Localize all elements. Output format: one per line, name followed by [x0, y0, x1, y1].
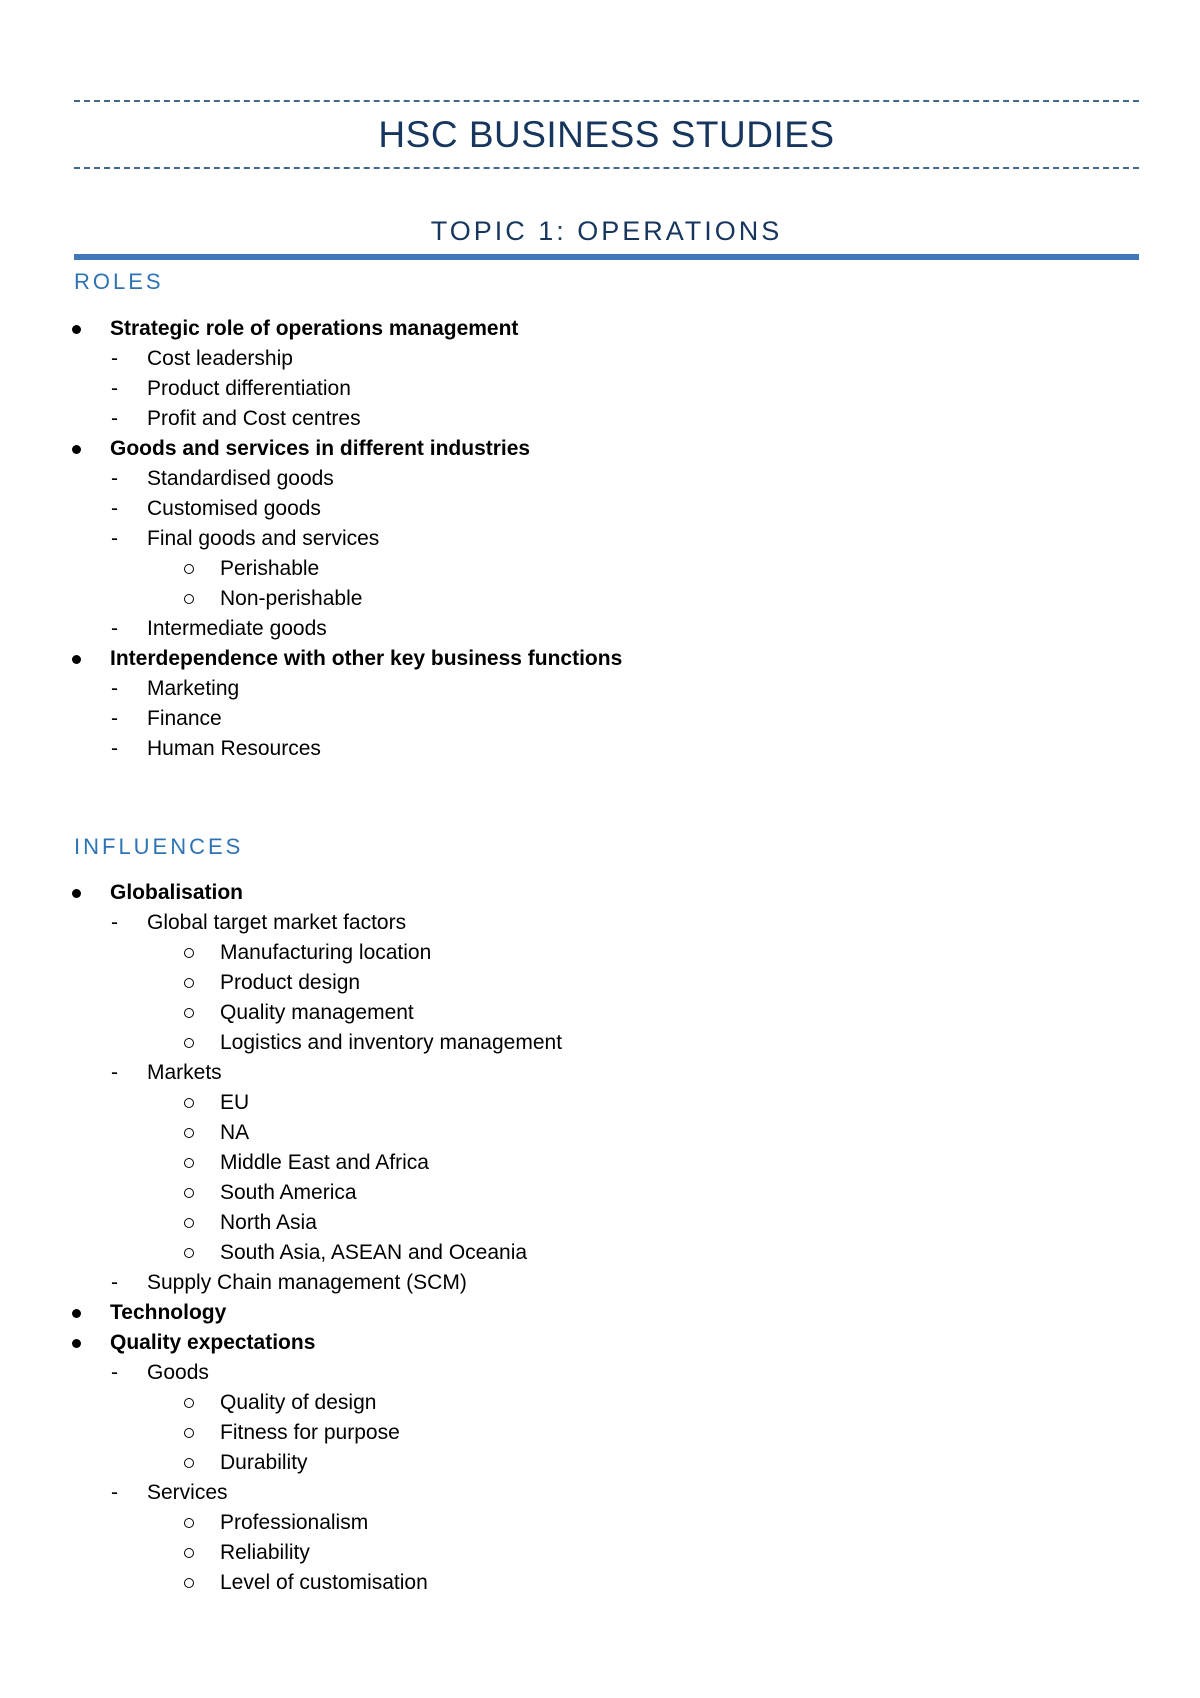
- list-item: [0, 644, 1200, 674]
- list-item-text: Customised goods: [147, 497, 321, 520]
- list-item-text: Marketing: [147, 677, 240, 700]
- list-item: [0, 614, 1200, 644]
- list-item: [0, 1238, 1200, 1268]
- list-item: [0, 968, 1200, 998]
- title-top-rule: [74, 100, 1139, 102]
- list-item-text: South Asia, ASEAN and Oceania: [220, 1241, 528, 1264]
- bullet-icon: [72, 325, 81, 334]
- list-item: [0, 1448, 1200, 1478]
- circle-bullet-icon: [184, 1398, 194, 1408]
- circle-bullet-icon: [184, 978, 194, 988]
- list-item-text: EU: [220, 1091, 250, 1114]
- circle-bullet-icon: [184, 1008, 194, 1018]
- list-item-text: Intermediate goods: [147, 617, 327, 640]
- list-item: [0, 584, 1200, 614]
- topic-heading: TOPIC 1: OPERATIONS: [430, 216, 783, 246]
- circle-bullet-icon: [184, 1218, 194, 1228]
- list-item-text: Manufacturing location: [220, 941, 432, 964]
- circle-bullet-icon: [184, 1248, 194, 1258]
- list-item-text: Globalisation: [110, 881, 244, 904]
- list-item-text: Quality of design: [220, 1391, 377, 1414]
- list-item-text: Perishable: [220, 557, 320, 580]
- list-item: [0, 1178, 1200, 1208]
- list-item: [0, 554, 1200, 584]
- circle-bullet-icon: [184, 1578, 194, 1588]
- list-item-text: Level of customisation: [220, 1571, 428, 1594]
- list-item-text: Logistics and inventory management: [220, 1031, 563, 1054]
- dash-icon: -: [111, 911, 118, 934]
- roles-heading: ROLES: [74, 269, 164, 294]
- list-item: [0, 674, 1200, 704]
- list-item: [0, 1088, 1200, 1118]
- influences-heading: INFLUENCES: [74, 834, 244, 859]
- list-item: [0, 1508, 1200, 1538]
- list-item-text: Supply Chain management (SCM): [147, 1271, 467, 1294]
- list-item: [0, 1478, 1200, 1508]
- list-item-text: Technology: [110, 1301, 227, 1324]
- title-bottom-rule: [74, 167, 1139, 169]
- list-item: [0, 344, 1200, 374]
- dash-icon: -: [111, 497, 118, 520]
- list-item-text: South America: [220, 1181, 357, 1204]
- dash-icon: -: [111, 707, 118, 730]
- dash-icon: -: [111, 1061, 118, 1084]
- list-item: [0, 704, 1200, 734]
- list-item-text: NA: [220, 1121, 250, 1144]
- list-item-text: Quality management: [220, 1001, 414, 1024]
- bullet-icon: [72, 655, 81, 664]
- list-item: [0, 878, 1200, 908]
- bullet-icon: [72, 889, 81, 898]
- dash-icon: -: [111, 1361, 118, 1384]
- list-item: [0, 1358, 1200, 1388]
- list-item-text: Professionalism: [220, 1511, 369, 1534]
- list-item: [0, 1148, 1200, 1178]
- bullet-icon: [72, 1339, 81, 1348]
- list-item-text: Finance: [147, 707, 222, 730]
- list-item-text: Reliability: [220, 1541, 310, 1564]
- dash-icon: -: [111, 527, 118, 550]
- circle-bullet-icon: [184, 1098, 194, 1108]
- circle-bullet-icon: [184, 1458, 194, 1468]
- list-item-text: Final goods and services: [147, 527, 380, 550]
- dash-icon: -: [111, 677, 118, 700]
- list-item: [0, 314, 1200, 344]
- list-item-text: Product design: [220, 971, 361, 994]
- list-item: [0, 494, 1200, 524]
- circle-bullet-icon: [184, 1428, 194, 1438]
- list-item: [0, 464, 1200, 494]
- list-item: [0, 434, 1200, 464]
- dash-icon: -: [111, 737, 118, 760]
- list-item: [0, 1208, 1200, 1238]
- dash-icon: -: [111, 407, 118, 430]
- list-item: [0, 1058, 1200, 1088]
- list-item-text: Markets: [147, 1061, 222, 1084]
- list-item: [0, 1418, 1200, 1448]
- list-item: [0, 1118, 1200, 1148]
- list-item: [0, 1568, 1200, 1598]
- circle-bullet-icon: [184, 1158, 194, 1168]
- list-item: [0, 1268, 1200, 1298]
- list-item: [0, 1388, 1200, 1418]
- list-item: [0, 1328, 1200, 1358]
- influences-list: [0, 878, 1200, 1598]
- dash-icon: -: [111, 1271, 118, 1294]
- list-item: [0, 1538, 1200, 1568]
- list-item-text: Services: [147, 1481, 228, 1504]
- list-item-text: Cost leadership: [147, 347, 293, 370]
- list-item: [0, 524, 1200, 554]
- circle-bullet-icon: [184, 1188, 194, 1198]
- list-item-text: Goods and services in different industries: [110, 437, 531, 460]
- list-item-text: North Asia: [220, 1211, 317, 1234]
- list-item-text: Product differentiation: [147, 377, 351, 400]
- list-item-text: Quality expectations: [110, 1331, 316, 1354]
- roles-list: [0, 314, 1200, 764]
- list-item: [0, 1028, 1200, 1058]
- list-item-text: Profit and Cost centres: [147, 407, 361, 430]
- list-item-text: Durability: [220, 1451, 308, 1474]
- circle-bullet-icon: [184, 1548, 194, 1558]
- document-title: HSC BUSINESS STUDIES: [378, 114, 835, 155]
- title-block: [74, 100, 1139, 169]
- dash-icon: -: [111, 467, 118, 490]
- list-item: [0, 734, 1200, 764]
- list-item: [0, 1298, 1200, 1328]
- list-item-text: Non-perishable: [220, 587, 363, 610]
- list-item-text: Middle East and Africa: [220, 1151, 429, 1174]
- list-item: [0, 404, 1200, 434]
- topic-rule: [74, 254, 1139, 260]
- circle-bullet-icon: [184, 594, 194, 604]
- list-item: [0, 998, 1200, 1028]
- list-item: [0, 374, 1200, 404]
- dash-icon: -: [111, 617, 118, 640]
- circle-bullet-icon: [184, 1128, 194, 1138]
- dash-icon: -: [111, 347, 118, 370]
- list-item: [0, 908, 1200, 938]
- list-item-text: Interdependence with other key business functions: [110, 647, 623, 670]
- bullet-icon: [72, 1309, 81, 1318]
- list-item-text: Goods: [147, 1361, 209, 1384]
- bullet-icon: [72, 445, 81, 454]
- dash-icon: -: [111, 1481, 118, 1504]
- dash-icon: -: [111, 377, 118, 400]
- list-item-text: Strategic role of operations management: [110, 317, 519, 340]
- list-item-text: Human Resources: [147, 737, 321, 760]
- circle-bullet-icon: [184, 1038, 194, 1048]
- list-item: [0, 938, 1200, 968]
- list-item-text: Global target market factors: [147, 911, 407, 934]
- circle-bullet-icon: [184, 564, 194, 574]
- list-item-text: Standardised goods: [147, 467, 334, 490]
- list-item-text: Fitness for purpose: [220, 1421, 400, 1444]
- circle-bullet-icon: [184, 1518, 194, 1528]
- circle-bullet-icon: [184, 948, 194, 958]
